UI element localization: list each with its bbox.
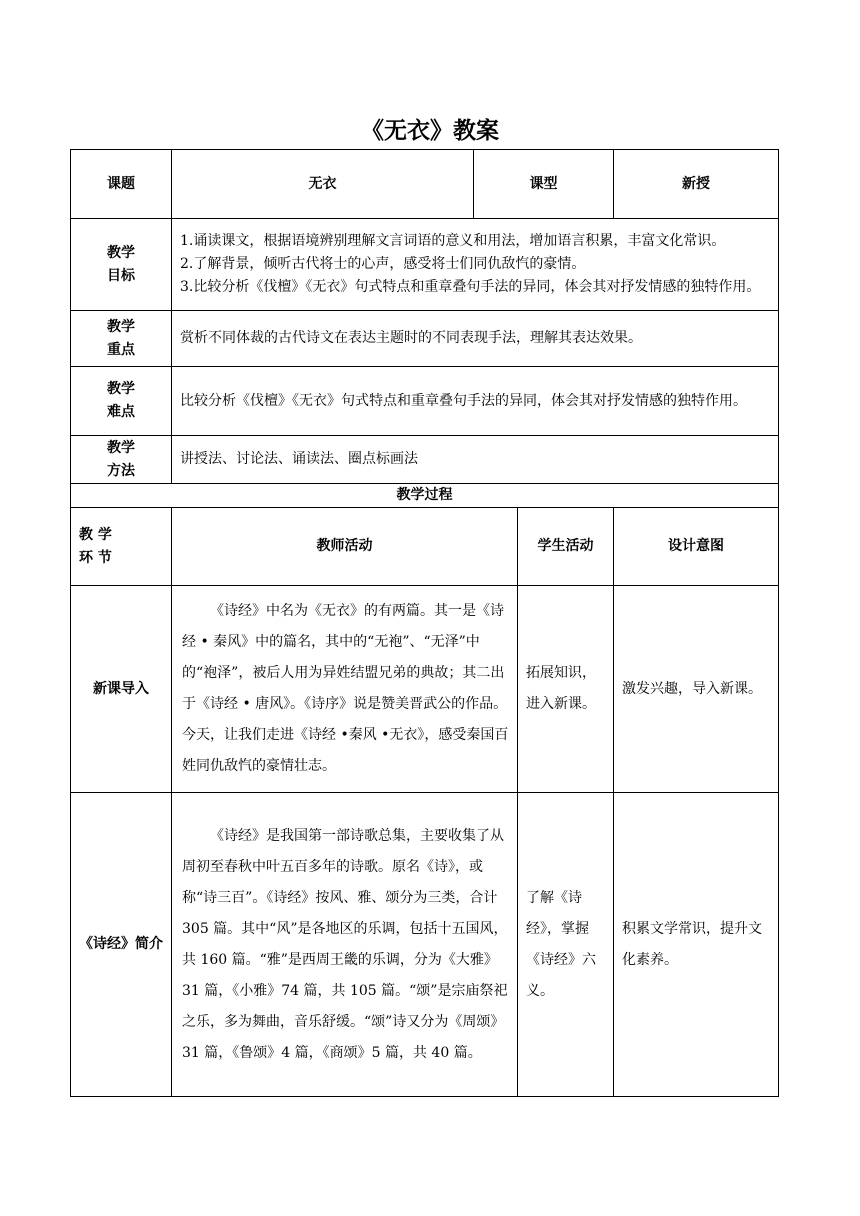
difficulty-row	[71, 367, 779, 436]
focus-label-line-2: 重点	[107, 341, 135, 358]
stage-header	[71, 508, 172, 586]
stage-cell: 《诗经》简介	[71, 793, 172, 1097]
teacher-activity-cell: 《诗经》中名为《无衣》的有两篇。其一是《诗经 • 秦风》中的篇名，其中的“无袍”、“无泽”中的“袍泽”，被后人用为异姓结盟兄弟的典故；其二出于《诗经 • 唐风》。《诗序》说是赞美晋武公的作品。今天，让我们走进《诗经 •秦风 •无衣》，感受秦国百姓同仇敌忾的豪情壮志。	[172, 586, 518, 793]
focus-label-line-1: 教学	[107, 318, 135, 335]
process-title-row	[71, 484, 779, 508]
objectives-label-line-2: 目标	[107, 267, 135, 284]
topic-value: 无衣	[172, 150, 474, 219]
topic-label: 课题	[71, 150, 172, 219]
document-title: 《无衣》教案	[361, 118, 499, 144]
focus-content: 赏析不同体裁的古代诗文在表达主题时的不同表现手法，理解其表达效果。	[172, 311, 779, 367]
process-header-row	[71, 508, 779, 586]
objective-item-3: 3.比较分析《伐檀》《无衣》句式特点和重章叠句手法的异同，体会其对抒发情感的独特作用。	[180, 279, 761, 295]
objectives-row	[71, 219, 779, 311]
difficulty-label	[71, 367, 172, 436]
student-activity-cell: 拓展知识，进入新课。	[518, 586, 614, 793]
method-content: 讲授法、讨论法、诵读法、圈点标画法	[172, 436, 779, 484]
design-intent-cell: 激发兴趣，导入新课。	[614, 586, 779, 793]
teacher-activity-cell: 《诗经》是我国第一部诗歌总集，主要收集了从周初至春秋中叶五百多年的诗歌。原名《诗》，或称“诗三百”。《诗经》按风、雅、颂分为三类，合计 305 篇。其中“风”是各地区的乐调，包括十五国风，共 160 篇。“雅”是西周王畿的乐调，分为《大雅》31 篇，《小雅》74 篇，共 105 篇。“颂”是宗庙祭祀之乐，多为舞曲，音乐舒缓。“颂”诗又分为《周颂》31 篇，《鲁颂》4 篇，《商颂》5 篇，共 40 篇。	[172, 793, 518, 1097]
header-row	[71, 150, 779, 219]
stage-cell: 新课导入	[71, 586, 172, 793]
objectives-label-line-1: 教学	[107, 244, 135, 261]
difficulty-label-line-1: 教学	[107, 381, 135, 397]
design-intent-cell: 积累文学常识，提升文化素养。	[614, 793, 779, 1097]
type-value: 新授	[614, 150, 779, 219]
stage-header-line-1: 教 学	[79, 526, 112, 543]
process-row-intro	[71, 586, 779, 793]
objective-item-2: 2.了解背景，倾听古代将士的心声，感受将士们同仇敌忾的豪情。	[180, 256, 586, 272]
difficulty-content: 比较分析《伐檀》《无衣》句式特点和重章叠句手法的异同，体会其对抒发情感的独特作用。	[172, 367, 779, 436]
student-activity-header: 学生活动	[518, 508, 614, 586]
process-row-shijing	[71, 793, 779, 1097]
difficulty-label-line-2: 难点	[107, 404, 135, 420]
teacher-activity-header: 教师活动	[172, 508, 518, 586]
focus-label	[71, 311, 172, 367]
method-label-line-1: 教学	[107, 439, 135, 456]
stage-header-line-2: 环 节	[79, 549, 112, 566]
method-row	[71, 436, 779, 484]
student-activity-cell: 了解《诗经》，掌握《诗经》六义。	[518, 793, 614, 1097]
process-title: 教学过程	[71, 484, 779, 508]
method-label	[71, 436, 172, 484]
objectives-content	[172, 219, 779, 311]
objectives-label	[71, 219, 172, 311]
objective-item-1: 1.诵读课文，根据语境辨别理解文言词语的意义和用法，增加语言积累，丰富文化常识。	[180, 233, 726, 249]
type-label: 课型	[474, 150, 614, 219]
lesson-plan-table	[70, 149, 779, 1097]
method-label-line-2: 方法	[107, 462, 135, 479]
focus-row	[71, 311, 779, 367]
design-intent-header: 设计意图	[614, 508, 779, 586]
